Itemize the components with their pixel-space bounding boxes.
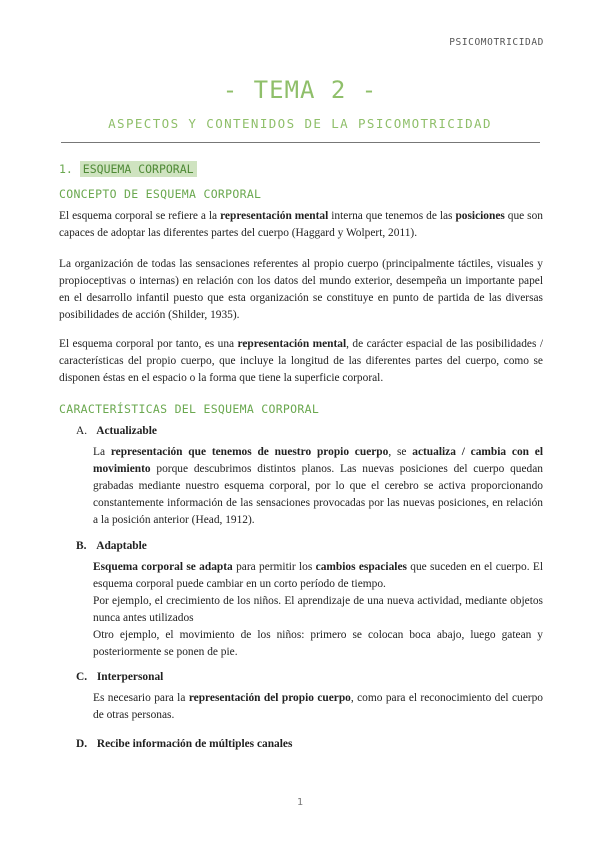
section-heading — [59, 162, 197, 176]
item-d-title: Recibe información de múltiples canales — [96, 738, 293, 750]
item-d-heading — [76, 738, 292, 750]
page-number: 1 — [296, 797, 304, 808]
item-c-heading — [76, 671, 163, 683]
item-b-example-1: Por ejemplo, el crecimiento de los niños. El aprendizaje de una nueva actividad, mediante objetos nunca antes utilizados — [93, 595, 543, 624]
section-number: 1. — [59, 162, 73, 176]
title-divider — [61, 142, 540, 143]
item-c-letter: C. — [76, 671, 88, 683]
item-a-body: La representación que tenemos de nuestro propio cuerpo, se actualiza / cambia con el movimiento porque descubrimos distintos planos. Las nuevas posiciones del cuerpo quedan grabadas mediante nuestro esquema corporal, por lo que el cerebro se activa proporcionando constantemente información de las sensaciones provocadas por las nuevas posiciones, en relación a la posición anterior (Head, 1912). — [93, 446, 543, 526]
item-b-letter: B. — [76, 540, 87, 552]
characteristics-heading: CARACTERÍSTICAS DEL ESQUEMA CORPORAL — [59, 402, 320, 416]
item-a-heading — [76, 425, 157, 437]
page-subtitle: ASPECTOS Y CONTENIDOS DE LA PSICOMOTRICIDAD — [108, 116, 492, 131]
item-d-letter: D. — [76, 738, 88, 750]
concept-heading: CONCEPTO DE ESQUEMA CORPORAL — [59, 187, 262, 201]
item-c-body: Es necesario para la representación del propio cuerpo, como para el reconocimiento del cuerpo de otras personas. — [93, 692, 543, 721]
item-a-letter: A. — [76, 425, 88, 437]
item-b-title: Adaptable — [96, 540, 147, 552]
item-b-example-2: Otro ejemplo, el movimiento de los niños: primero se colocan boca abajo, luego gatean y posteriormente se ponen de pie. — [93, 629, 543, 658]
running-header: PSICOMOTRICIDAD — [449, 37, 544, 48]
item-b-heading — [76, 540, 147, 552]
section-title: ESQUEMA CORPORAL — [80, 161, 197, 177]
item-b-body: Esquema corporal se adapta para permitir los cambios espaciales que suceden en el cuerpo. El esquema corporal puede cambiar en un corto período de tiempo. — [93, 561, 544, 590]
item-a-title: Actualizable — [96, 425, 157, 437]
item-c-title: Interpersonal — [96, 671, 164, 683]
concept-paragraph-2: La organización de todas las sensaciones referentes al propio cuerpo (principalmente táctiles, visuales y propioceptivas o internas) en relación con los datos del mundo exterior, desempeña un importante papel en el desarrollo infantil puesto que esta organización se constituye en punto de partida de las diversas posibilidades de acción (Shilder, 1935). — [59, 258, 543, 321]
concept-paragraph-1: El esquema corporal se refiere a la representación mental interna que tenemos de las posiciones que son capaces de adoptar las diferentes partes del cuerpo (Haggard y Wolpert, 2011). — [59, 210, 543, 239]
concept-paragraph-3: El esquema corporal por tanto, es una representación mental, de carácter espacial de las posibilidades / características del propio cuerpo, que incluye la longitud de las diferentes partes del cuerpo, como se disponen éstas en el espacio o la forma que tiene la superficie corporal. — [59, 338, 543, 384]
page-title: - TEMA 2 - — [222, 76, 378, 104]
